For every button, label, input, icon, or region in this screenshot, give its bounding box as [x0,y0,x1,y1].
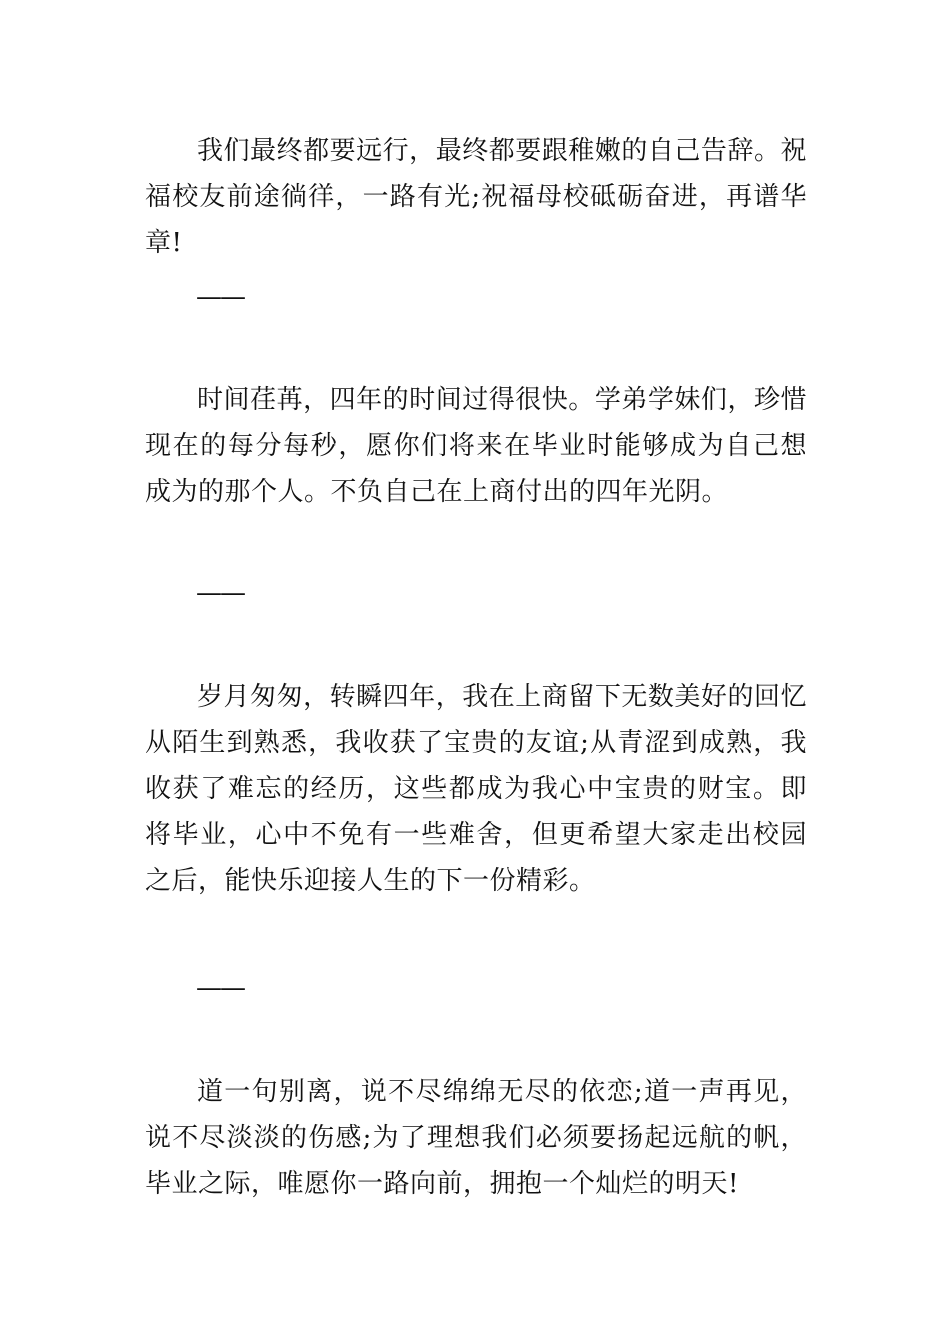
separator-dash: —— [196,282,244,312]
paragraph-four-years-memories: 岁月匆匆，转瞬四年，我在上商留下无数美好的回忆从陌生到熟悉，我收获了宝贵的友谊;从青涩到成熟，我收获了难忘的经历，这些都成为我心中宝贵的财宝。即将毕业，心中不免有一些难舍，但更希望大家走出校园之后，能快乐迎接人生的下一份精彩。 [145,682,807,896]
separator-dash: —— [196,973,244,1003]
paragraph-goodbye-wishes: 道一句别离，说不尽绵绵无尽的依恋;道一声再见，说不尽淡淡的伤感;为了理想我们必须要扬起远航的帆，毕业之际，唯愿你一路向前，拥抱一个灿烂的明天! [145,1077,807,1199]
paragraph-farewell-wishes: 我们最终都要远行，最终都要跟稚嫩的自己告辞。祝福校友前途徜徉，一路有光;祝福母校砥砺奋进，再谱华章! [145,136,807,258]
separator-dash: —— [196,578,244,608]
paragraph-time-flies: 时间荏苒，四年的时间过得很快。学弟学妹们，珍惜现在的每分每秒，愿你们将来在毕业时能够成为自己想成为的那个人。不负自己在上商付出的四年光阴。 [145,385,807,507]
